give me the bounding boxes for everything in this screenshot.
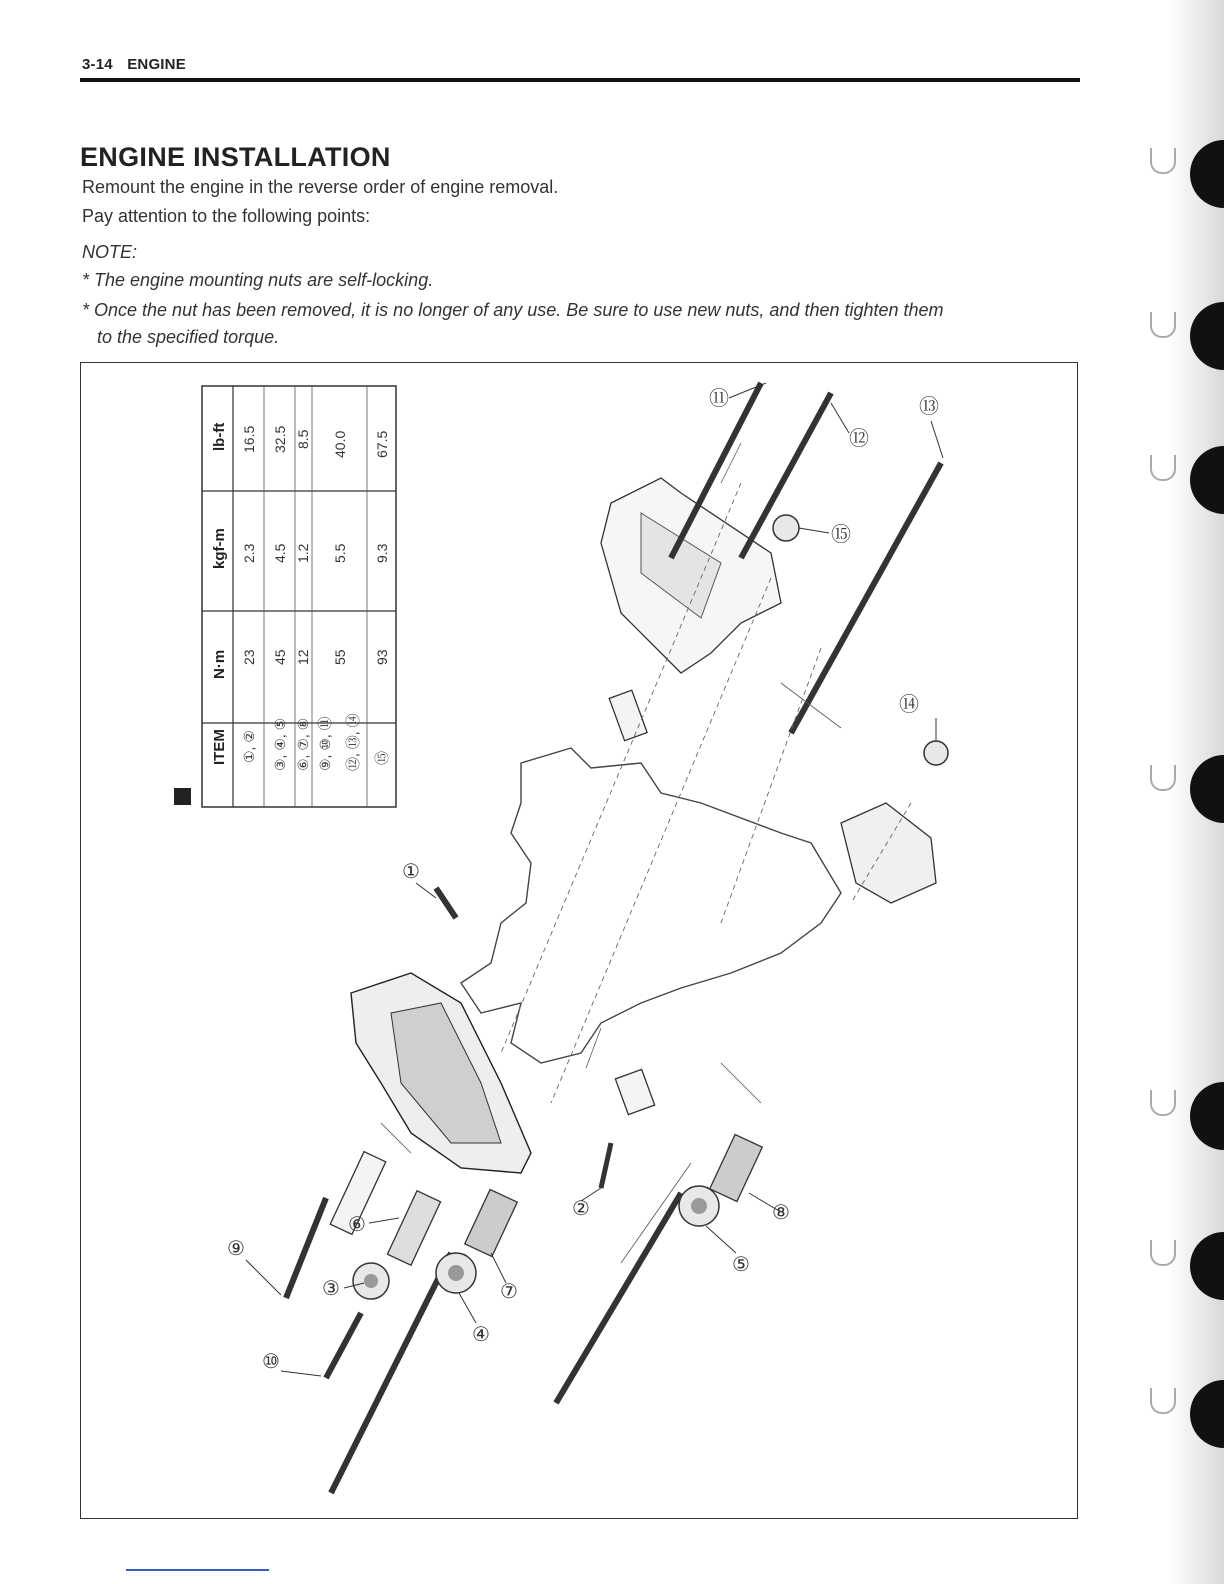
td-lbft: 32.5 [272,425,288,453]
torque-wrench-icon [174,788,191,805]
bolt-2 [601,1143,611,1188]
nut-14 [924,741,948,765]
intro-paragraph-2: Pay attention to the following points: [82,206,371,226]
td-nm: 45 [272,649,288,665]
callout-7: ⑦ [500,1281,518,1303]
exploded-diagram [81,363,1077,1518]
note-label: NOTE: [82,242,138,262]
td-kgfm: 1.2 [295,543,311,563]
nut-15 [773,515,799,541]
binder-hole [1150,1388,1176,1414]
callout-2: ② [572,1198,590,1220]
callout-5: ⑤ [732,1254,750,1276]
td-kgfm: 2.3 [241,543,257,563]
td-item: ⑮ [374,751,390,765]
intro-paragraph-1: Remount the engine in the reverse order of engine removal. [82,177,559,197]
td-lbft: 67.5 [374,430,390,458]
note-item-2 [82,297,1082,351]
binder-hole [1150,1090,1176,1116]
note-item-2-line-1: * Once the nut has been removed, it is no longer of any use. Be sure to use new nuts, and then tighten them [82,300,944,320]
th-kgfm: kgf-m [211,528,228,569]
bolt-long-left [331,1253,451,1493]
bolt-9 [286,1198,326,1298]
spacer-mid [615,1069,654,1114]
td-nm: 23 [241,649,257,665]
page-number: 3-14 [82,56,113,73]
binder-hole [1150,455,1176,481]
adjuster-6 [387,1191,440,1265]
right-mount-bracket [841,803,936,903]
td-item: ③, ④, ⑤ [272,717,288,771]
header-rule [80,78,1080,82]
bolt-10 [326,1313,361,1378]
td-kgfm: 9.3 [374,543,390,563]
callout-10: ⑩ [262,1351,280,1373]
bolt-long-right [556,1193,681,1403]
bolt-1 [436,888,456,918]
footer-line [126,1569,269,1571]
callout-8: ⑧ [772,1202,790,1224]
td-lbft: 40.0 [332,430,348,458]
binder-hole [1150,765,1176,791]
bolt-13 [791,463,941,733]
binder-hole [1150,148,1176,174]
td-lbft: 8.5 [295,429,311,449]
td-kgfm: 4.5 [272,543,288,563]
spacer-top [609,690,647,740]
callout-14: ⑭ [899,694,919,716]
callout-6: ⑥ [348,1214,366,1236]
callout-3: ③ [322,1278,340,1300]
engine-installation-figure [80,362,1078,1519]
callout-11: ⑪ [709,388,729,410]
binder-hole [1150,1240,1176,1266]
td-lbft: 16.5 [241,425,257,453]
td-item-line-2: ⑫, ⑬, ⑭ [345,713,361,771]
callout-15: ⑮ [831,524,851,546]
torque-table [174,386,396,807]
th-nm: N·m [211,649,228,679]
callout-13: ⑬ [919,396,939,418]
chapter-name: ENGINE [127,56,186,73]
td-item: ⑥, ⑦, ⑧ [295,717,311,771]
binder-hole [1150,312,1176,338]
section-title: ENGINE INSTALLATION [80,142,391,172]
td-item: ①, ② [241,730,257,763]
td-nm: 93 [374,649,390,665]
td-item: ⑨, ⑩, ⑪ [317,716,333,771]
callout-1: ① [402,861,420,883]
adjuster-8 [710,1134,763,1201]
note-item-1: * The engine mounting nuts are self-locking. [82,270,434,290]
td-kgfm: 5.5 [332,543,348,563]
callout-12: ⑫ [849,428,869,450]
th-item: ITEM [211,729,228,765]
adjuster-7 [465,1189,518,1256]
page-header [82,56,186,73]
engine-body [461,748,841,1063]
th-lbft: lb-ft [211,422,228,451]
callout-4: ④ [472,1324,490,1346]
td-nm: 12 [295,649,311,665]
callout-9: ⑨ [227,1238,245,1260]
note-item-2-line-2: to the specified torque. [97,327,280,347]
td-nm: 55 [332,649,348,665]
